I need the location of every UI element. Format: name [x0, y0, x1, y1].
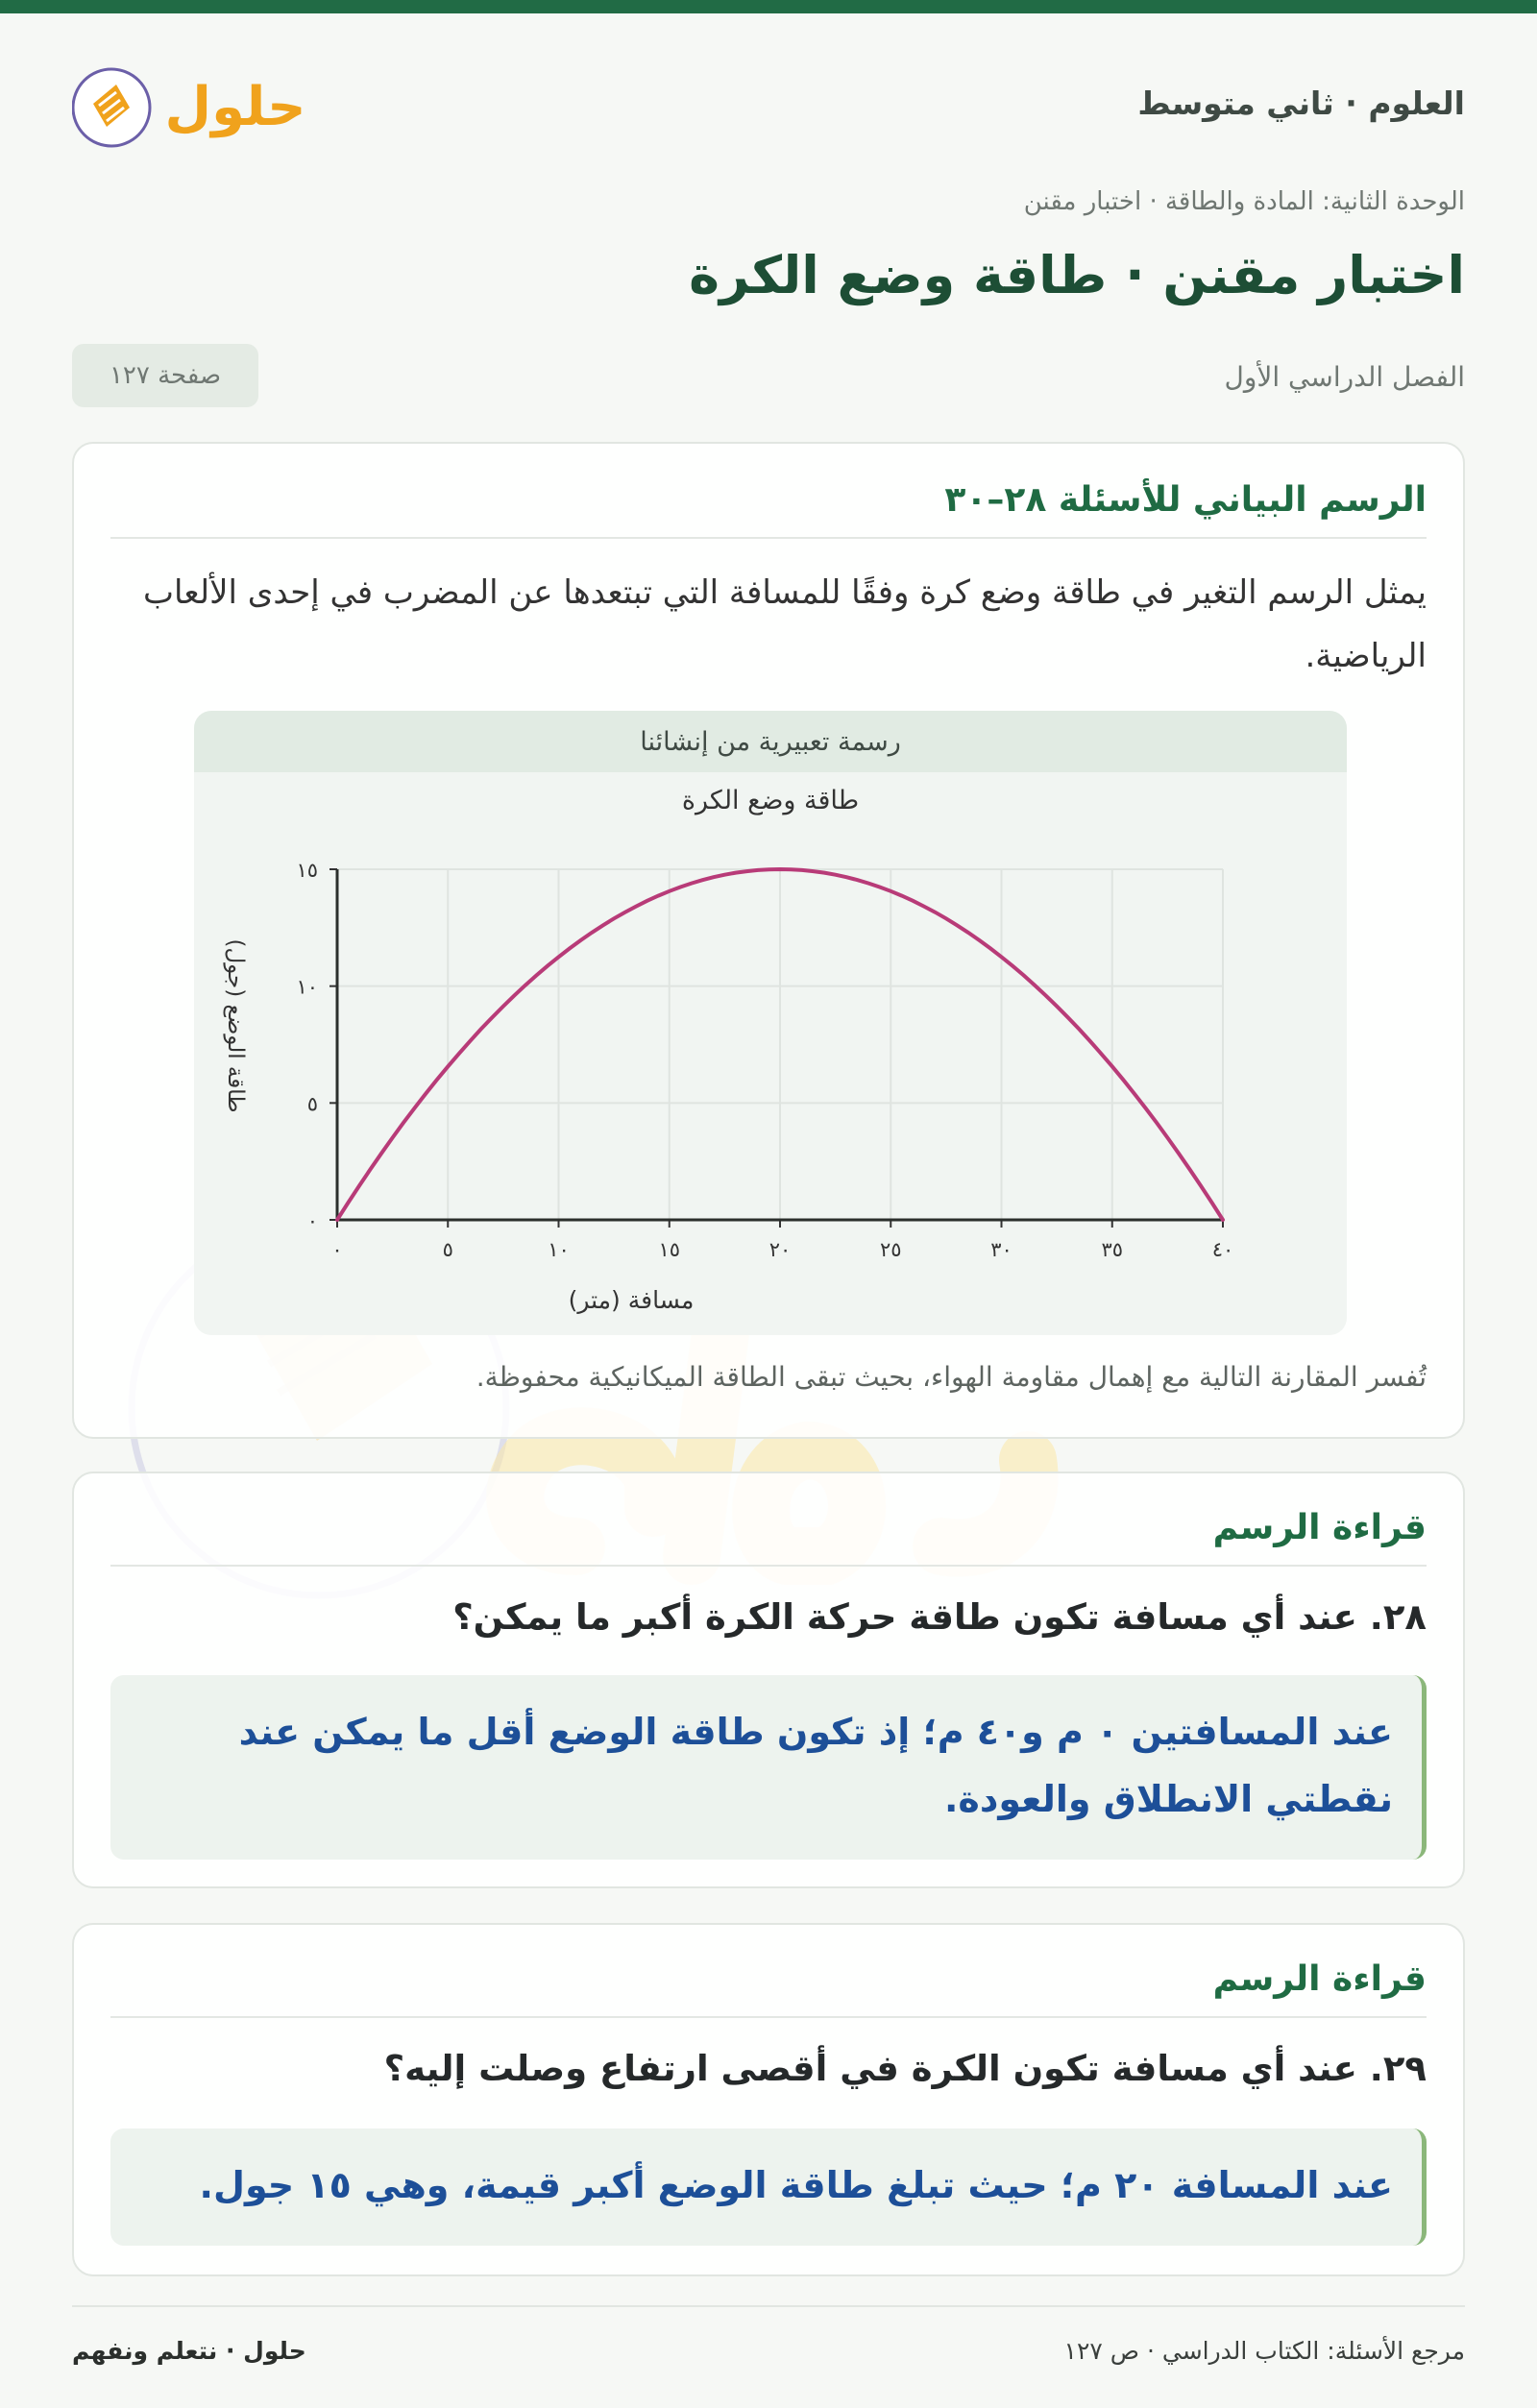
page-title: اختبار مقنن · طاقة وضع الكرة: [689, 245, 1465, 305]
x-tick-label: ١٥: [658, 1238, 681, 1261]
x-tick-label: ٢٠: [768, 1238, 792, 1261]
q28-question: ٢٨. عند أي مسافة تكون طاقة حركة الكرة أكبر ما يمكن؟: [452, 1596, 1427, 1638]
chart-title: طاقة وضع الكرة: [681, 786, 860, 815]
x-tick-label: ١٠: [548, 1238, 570, 1261]
page-header: [72, 58, 1465, 154]
chart-x-label: مسافة (متر): [568, 1286, 695, 1314]
question-28-card: [72, 1472, 1465, 1888]
footer-brand: حلول · نتعلم ونفهم: [72, 2337, 306, 2365]
footer-divider: [72, 2305, 1465, 2307]
q28-section-title: قراءة الرسم: [1212, 1508, 1427, 1547]
graph-card-title: الرسم البياني للأسئلة ٢٨–٣٠: [944, 480, 1427, 520]
q29-answer: عند المسافة ٢٠ م؛ حيث تبلغ طاقة الوضع أكبر قيمة، وهي ١٥ جول.: [110, 2128, 1427, 2246]
q29-section-title: قراءة الرسم: [1212, 1959, 1427, 1999]
chart-y-label: طاقة الوضع (جول): [223, 938, 248, 1113]
x-tick-label: ٢٥: [879, 1238, 902, 1261]
semester-label: الفصل الدراسي الأول: [1224, 361, 1465, 393]
question-29-card: [72, 1923, 1465, 2276]
hulul-logo[interactable]: [72, 58, 322, 154]
chart-y-ticks: [296, 859, 318, 1232]
figure-tag: رسمة تعبيرية من إنشائنا: [194, 711, 1347, 772]
y-tick-label: ١٥: [296, 859, 318, 882]
card-divider: [110, 1565, 1427, 1567]
chart-grid: [337, 869, 1223, 1220]
graph-intro-text: يمثل الرسم التغير في طاقة وضع كرة وفقًا للمسافة التي تبتعدها عن المضرب في إحدى الألعاب الرياضية.: [142, 573, 1427, 675]
q29-question: ٢٩. عند أي مسافة تكون الكرة في أقصى ارتفاع وصلت إليه؟: [383, 2048, 1427, 2089]
y-tick-label: ٥: [306, 1092, 318, 1116]
x-tick-label: ٤٠: [1211, 1238, 1234, 1261]
x-tick-label: ٣٥: [1101, 1238, 1124, 1261]
chart-figure: [194, 711, 1347, 1335]
breadcrumb: الوحدة الثانية: المادة والطاقة · اختبار مقنن: [1023, 187, 1465, 216]
top-accent-bar: [0, 0, 1537, 13]
card-divider: [110, 537, 1427, 539]
x-tick-label: ٣٠: [990, 1238, 1012, 1261]
x-tick-label: ٠: [331, 1238, 343, 1261]
potential-energy-chart: [194, 711, 1347, 1335]
y-tick-label: ١٠: [296, 975, 318, 999]
logo-wordmark: حلول: [164, 76, 306, 138]
x-tick-label: ٥: [442, 1238, 453, 1261]
card-divider: [110, 2016, 1427, 2018]
q28-answer: عند المسافتين ٠ م و٤٠ م؛ إذ تكون طاقة الوضع أقل ما يمكن عند نقطتي الانطلاق والعودة.: [110, 1675, 1427, 1860]
footer-reference: مرجع الأسئلة: الكتاب الدراسي · ص ١٢٧: [1063, 2337, 1465, 2365]
subject-label: العلوم · ثاني متوسط: [1137, 85, 1465, 122]
y-tick-label: ٠: [306, 1209, 318, 1232]
page-number-badge: صفحة ١٢٧: [72, 344, 258, 407]
meta-row: [72, 344, 1465, 407]
graph-card: [72, 442, 1465, 1439]
chart-x-ticks: [331, 1238, 1233, 1261]
graph-note: تُفسر المقارنة التالية مع إهمال مقاومة الهواء، بحيث تبقى الطاقة الميكانيكية محفوظة.: [476, 1361, 1427, 1393]
